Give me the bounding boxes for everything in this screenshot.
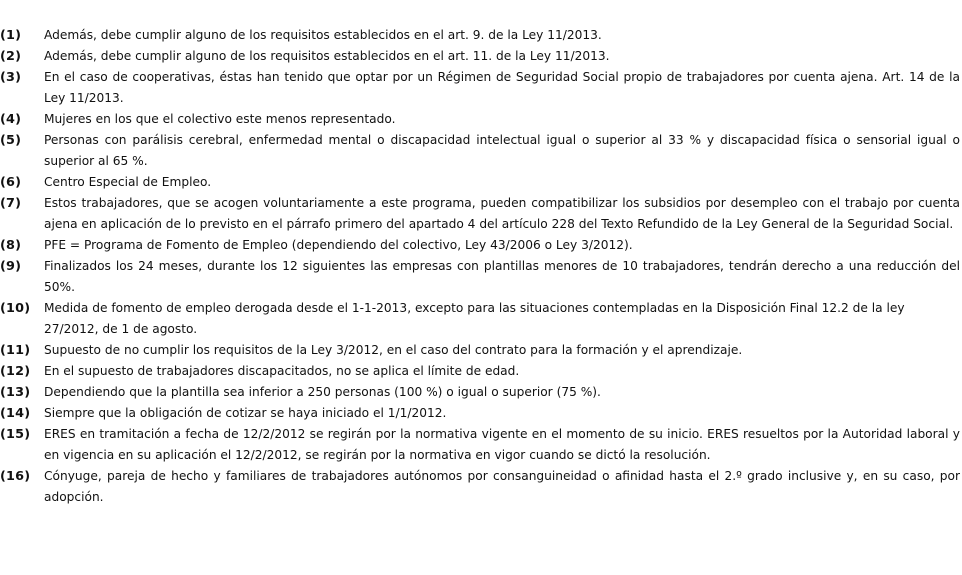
footnote-5: [0, 130, 962, 172]
footnote-text: Medida de fomento de empleo derogada desde el 1-1-2013, excepto para las situaciones contempladas en la Disposición Final 12.2 de la ley 27/2012, de 1 de agosto.: [44, 301, 905, 336]
footnote-11: [0, 340, 962, 361]
footnote-text: Además, debe cumplir alguno de los requisitos establecidos en el art. 11. de la Ley 11/2013.: [44, 49, 610, 63]
footnote-8: [0, 235, 962, 256]
footnote-number: (4): [0, 112, 22, 127]
footnote-text: PFE = Programa de Fomento de Empleo (dependiendo del colectivo, Ley 43/2006 o Ley 3/2012).: [44, 238, 633, 252]
footnote-text: Centro Especial de Empleo.: [44, 175, 212, 189]
footnote-text: Personas con parálisis cerebral, enfermedad mental o discapacidad intelectual igual o superior al 33 % y discapacidad física o sensorial igual o superior al 65 %.: [44, 133, 960, 168]
footnote-7: [0, 193, 962, 235]
footnote-number: (11): [0, 343, 31, 358]
footnote-number: (1): [0, 28, 22, 43]
footnote-number: (8): [0, 238, 22, 253]
footnote-9: [0, 256, 962, 298]
footnote-number: (9): [0, 259, 22, 274]
footnote-2: [0, 46, 962, 67]
footnote-6: [0, 172, 962, 193]
footnote-4: [0, 109, 962, 130]
footnotes-list: [0, 25, 962, 508]
footnote-10: [0, 298, 962, 340]
footnote-14: [0, 403, 962, 424]
footnote-text: En el supuesto de trabajadores discapacitados, no se aplica el límite de edad.: [44, 364, 520, 378]
footnote-number: (3): [0, 70, 22, 85]
footnote-text: Mujeres en los que el colectivo este menos representado.: [44, 112, 396, 126]
footnote-15: [0, 424, 962, 466]
footnote-text: Siempre que la obligación de cotizar se haya iniciado el 1/1/2012.: [44, 406, 447, 420]
footnote-text: Finalizados los 24 meses, durante los 12 siguientes las empresas con plantillas menores de 10 trabajadores, tendrán derecho a una reducción del 50%.: [44, 259, 960, 294]
footnote-number: (5): [0, 133, 22, 148]
footnote-number: (10): [0, 301, 31, 316]
footnote-text: Estos trabajadores, que se acogen voluntariamente a este programa, pueden compatibilizar los subsidios por desempleo con el trabajo por cuenta ajena en aplicación de lo previsto en el párrafo primero del apartado 4 del artículo 228 del Texto Refundido de la Ley General de la Seguridad Social.: [44, 196, 960, 231]
footnote-13: [0, 382, 962, 403]
footnote-text: En el caso de cooperativas, éstas han tenido que optar por un Régimen de Seguridad Social propio de trabajadores por cuenta ajena. Art. 14 de la Ley 11/2013.: [44, 70, 960, 105]
footnote-number: (12): [0, 364, 31, 379]
footnote-number: (2): [0, 49, 22, 64]
footnote-1: [0, 25, 962, 46]
footnote-12: [0, 361, 962, 382]
footnote-number: (7): [0, 196, 22, 211]
footnote-number: (16): [0, 469, 31, 484]
footnote-text: Supuesto de no cumplir los requisitos de la Ley 3/2012, en el caso del contrato para la formación y el aprendizaje.: [44, 343, 743, 357]
footnote-number: (13): [0, 385, 31, 400]
footnote-3: [0, 67, 962, 109]
footnote-text: ERES en tramitación a fecha de 12/2/2012 se regirán por la normativa vigente en el momento de su inicio. ERES resueltos por la Autoridad laboral y en vigencia en su aplicación el 12/2/2012, se regirán por la normativa en vigor cuando se dictó la resolución.: [44, 427, 960, 462]
footnote-16: [0, 466, 962, 508]
footnote-text: Cónyuge, pareja de hecho y familiares de trabajadores autónomos por consanguineidad o afinidad hasta el 2.º grado inclusive y, en su caso, por adopción.: [44, 469, 960, 504]
footnote-text: Dependiendo que la plantilla sea inferior a 250 personas (100 %) o igual o superior (75 %).: [44, 385, 601, 399]
footnote-text: Además, debe cumplir alguno de los requisitos establecidos en el art. 9. de la Ley 11/2013.: [44, 28, 602, 42]
footnote-number: (15): [0, 427, 31, 442]
footnote-number: (6): [0, 175, 22, 190]
footnote-number: (14): [0, 406, 31, 421]
